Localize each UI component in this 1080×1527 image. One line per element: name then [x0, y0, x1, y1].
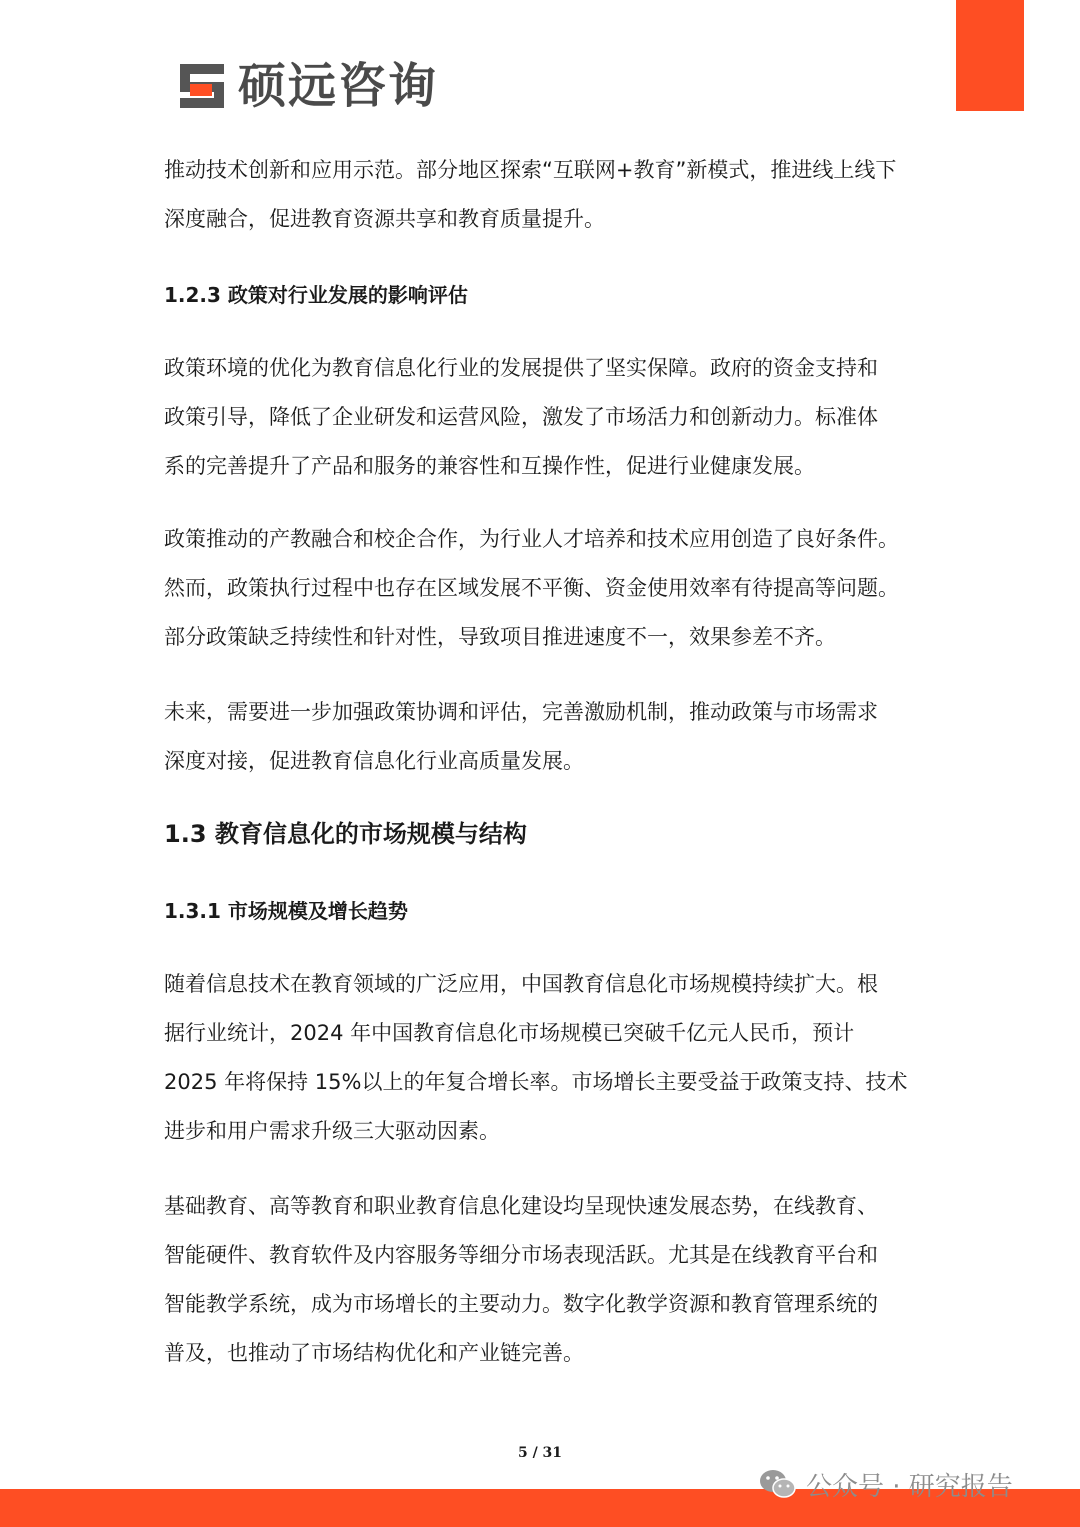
text-line: 智能硬件、教育软件及内容服务等细分市场表现活跃。尤其是在线教育平台和 — [164, 1243, 878, 1267]
logo-text: 硕远咨询 — [238, 58, 439, 114]
wechat-watermark — [758, 1464, 1013, 1504]
text-line: 据行业统计，2024 年中国教育信息化市场规模已突破千亿元人民币，预计 — [164, 1021, 855, 1045]
text-line: 系的完善提升了产品和服务的兼容性和互操作性，促进行业健康发展。 — [164, 454, 815, 478]
logo-mark-icon — [176, 60, 228, 112]
paragraph-intro-continued — [164, 146, 940, 244]
paragraph-policy-problems — [164, 515, 940, 662]
company-logo — [176, 58, 438, 114]
text-line: 进步和用户需求升级三大驱动因素。 — [164, 1119, 500, 1143]
text-line: 政策推动的产教融合和校企合作，为行业人才培养和技术应用创造了良好条件。 — [164, 527, 899, 551]
corner-accent-block — [956, 0, 1024, 111]
paragraph-future — [164, 688, 940, 786]
text-line: 然而，政策执行过程中也存在区域发展不平衡、资金使用效率有待提高等问题。 — [164, 576, 899, 600]
page-number: 5 / 31 — [517, 1445, 563, 1461]
text-line: 基础教育、高等教育和职业教育信息化建设均呈现快速发展态势，在线教育、 — [164, 1194, 878, 1218]
section-heading-1-2-3: 1.2.3 政策对行业发展的影响评估 — [164, 283, 468, 307]
text-line: 深度融合，促进教育资源共享和教育质量提升。 — [164, 207, 605, 231]
section-heading-1-3: 1.3 教育信息化的市场规模与结构 — [164, 820, 527, 848]
paragraph-market-size — [164, 960, 940, 1156]
text-line: 深度对接，促进教育信息化行业高质量发展。 — [164, 749, 584, 773]
paragraph-policy-impact — [164, 344, 940, 491]
text-line: 2025 年将保持 15%以上的年复合增长率。市场增长主要受益于政策支持、技术 — [164, 1070, 908, 1094]
paragraph-market-segments — [164, 1182, 940, 1378]
text-line: 随着信息技术在教育领域的广泛应用，中国教育信息化市场规模持续扩大。根 — [164, 972, 878, 996]
wechat-icon — [758, 1467, 798, 1501]
text-line: 推动技术创新和应用示范。部分地区探索“互联网+教育”新模式，推进线上线下 — [164, 158, 897, 182]
text-line: 部分政策缺乏持续性和针对性，导致项目推进速度不一，效果参差不齐。 — [164, 625, 836, 649]
watermark-text: 公众号 · 研究报告 — [806, 1471, 1013, 1502]
text-line: 未来，需要进一步加强政策协调和评估，完善激励机制，推动政策与市场需求 — [164, 700, 878, 724]
text-line: 普及，也推动了市场结构优化和产业链完善。 — [164, 1341, 584, 1365]
text-line: 政策环境的优化为教育信息化行业的发展提供了坚实保障。政府的资金支持和 — [164, 356, 878, 380]
text-line: 智能教学系统，成为市场增长的主要动力。数字化教学资源和教育管理系统的 — [164, 1292, 878, 1316]
section-heading-1-3-1: 1.3.1 市场规模及增长趋势 — [164, 899, 408, 923]
text-line: 政策引导，降低了企业研发和运营风险，激发了市场活力和创新动力。标准体 — [164, 405, 878, 429]
